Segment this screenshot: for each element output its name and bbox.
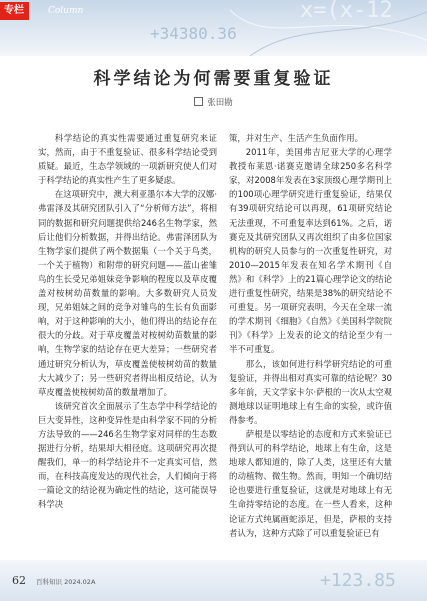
journal-name: 百科知识 2024.02A [36,578,96,586]
header-banner [0,0,427,56]
page-number: 62 [12,574,26,587]
column-left [38,131,217,512]
decor-formula: x=(x-12 [300,0,393,23]
article-title: 科学结论为何需要重复验证 [93,69,334,89]
paragraph: 那么，该如何进行科学研究结论的可重复验证，并得出相对真实可靠的结论呢？30多年前，天文学家卡尔·萨根的一次从太空观测地球以证明地球上有生命的实验，或许值得参考。 [229,358,392,425]
decor-numbers: +34380.36 [150,24,237,43]
author-name: 张田勘 [207,98,233,108]
column-tag: 专栏 [0,2,29,20]
paragraph: 萨根是以零结论的态度和方式来验证已得到认可的科学结论，地球上有生命，这是地球人都知道的，除了人类，这里还有大量的动植物、微生物。然而，明知一个确切结论也要进行重复验证，这就是对地球上有无生命持零结论的态度。在一些人看来，这种论证方式纯属画蛇添足，但是，萨根的支持者认为，这种方式除了可以重复验证已有 [229,428,392,538]
author-box-icon [194,97,203,106]
paragraph: 2011年，美国弗吉尼亚大学的心理学教授布莱恩·诺赛克邀请全球250多名科学家，对2008年发表在3家顶级心理学期刊上的100项心理学研究进行重复验证，结果仅有39项研究结论可以再现，61项研究结论无法重现，不可重复率达到61%。之后，诺赛克及其研究团队又再次组织了由多位国家机构的研究人员参与的一次重复性研究，对2010—2015年发表在知名学术期刊《自然》和《科学》上的21篇心理学论文的结论进行重复性研究，结果是38%的研究结论不可重复。另一项研究表明，今天在全球一流的学术期刊《细胞》《自然》《美国科学院院刊》《科学》上发表的论文的结论至少有一半不可重复。 [229,147,392,355]
paragraph: 在这项研究中，澳大利亚墨尔本大学的汉娜·弗雷泽及其研究团队引入了“分析师方法”，将相同的数据和研究问题提供给246名生物学家，然后让他们分析数据，并得出结论。弗雷泽团队为生物学家们提供了两个数据集（一个关于鸟类，一个关于植物）和附带的研究问题——蓝山雀雏鸟的生长受兄弟姐妹竞争影响的程度以及草皮覆盖对桉树幼苗数量的影响。大多数研究人员发现，兄弟姐妹之间的竞争对雏鸟的生长有负面影响，对于这种影响的大小，他们得出的结论存在很大的分歧。对于草皮覆盖对桉树幼苗数量的影响，生物学家的结论存在更大差异；一些研究者通过研究分析认为，草皮覆盖使桉树幼苗的数量大大减少了；另一些研究者得出相反结论，认为草皮覆盖使桉树幼苗的数量增加了。 [38,189,217,397]
column-tag-en: Column [48,6,84,16]
author-line [0,97,427,109]
paragraph: 科学结论的真实性需要通过重复研究来证实，然而，由于不重复验证、很多科学结论受到质疑。最近，生态学领域的一项新研究使人们对于科学结论的真实性产生了更多疑虑。 [38,133,217,186]
paragraph: 该研究首次全面展示了生态学中科学结论的巨大变异性，这种变异性是由科学家不同的分析方法导致的——246名生物学家对同样的生态数据进行分析，结果却大相径庭。这项研究再次提醒我们，单一的科学结论并不一定真实可信，然而，在科技高度发达的现代社会，人们倾向于将一篇论文的结论视为确定性的结论，这可能误导科学决 [38,400,217,510]
paragraph: 策，并对生产、生活产生负面作用。 [229,133,363,143]
footer-decor-numbers: +123.85 [320,570,396,591]
column-right [229,131,392,540]
